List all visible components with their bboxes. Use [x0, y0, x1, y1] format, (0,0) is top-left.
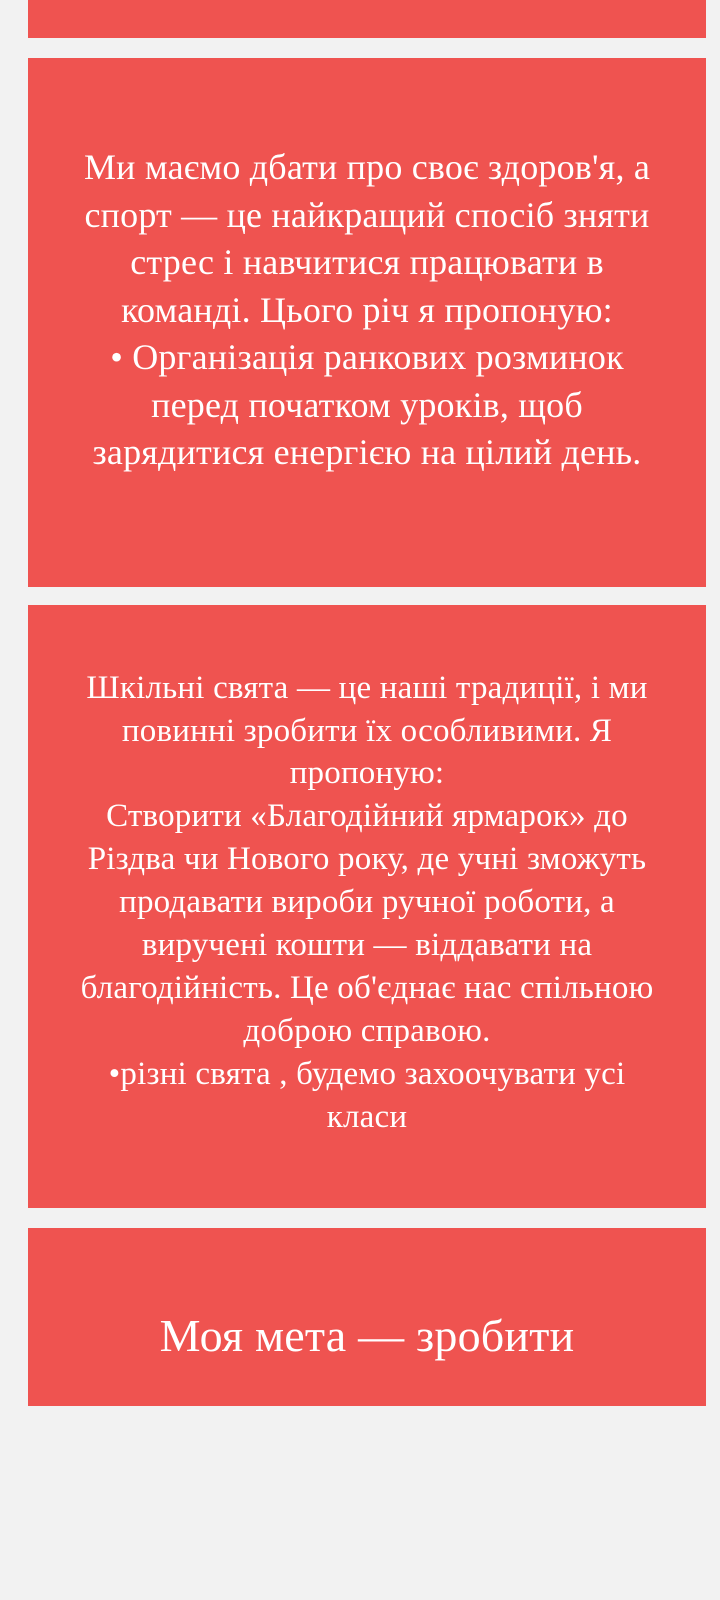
card-goal	[28, 1228, 706, 1406]
card-top-partial	[28, 0, 706, 38]
card-goal-paragraph-1: Моя мета — зробити	[159, 1310, 575, 1362]
card-sport	[28, 58, 706, 587]
card-sport-paragraph-2: • Організація ранкових розминок перед початком уроків, щоб зарядитися енергією на цілий день.	[92, 337, 642, 473]
card-sport-paragraph-1: Ми маємо дбати про своє здоров'я, а спорт — це найкращий спосіб зняти стрес і навчитися працювати в команді. Цього річ я пропоную:	[83, 147, 651, 330]
card-holidays-paragraph-1: Шкільні свята — це наші традиції, і ми повинні зробити їх особливими. Я пропоную:	[86, 669, 648, 792]
card-holidays-paragraph-3: •різні свята , будемо захоочувати усі класи	[108, 1055, 626, 1135]
card-holidays-paragraph-2: Створити «Благодійний ярмарок» до Різдва чи Нового року, де учні зможуть продавати вироби ручної роботи, а виручені кошти — віддавати на благодійність. Це об'єднає нас спільною доброю справою.	[80, 798, 654, 1049]
card-holidays	[28, 605, 706, 1209]
